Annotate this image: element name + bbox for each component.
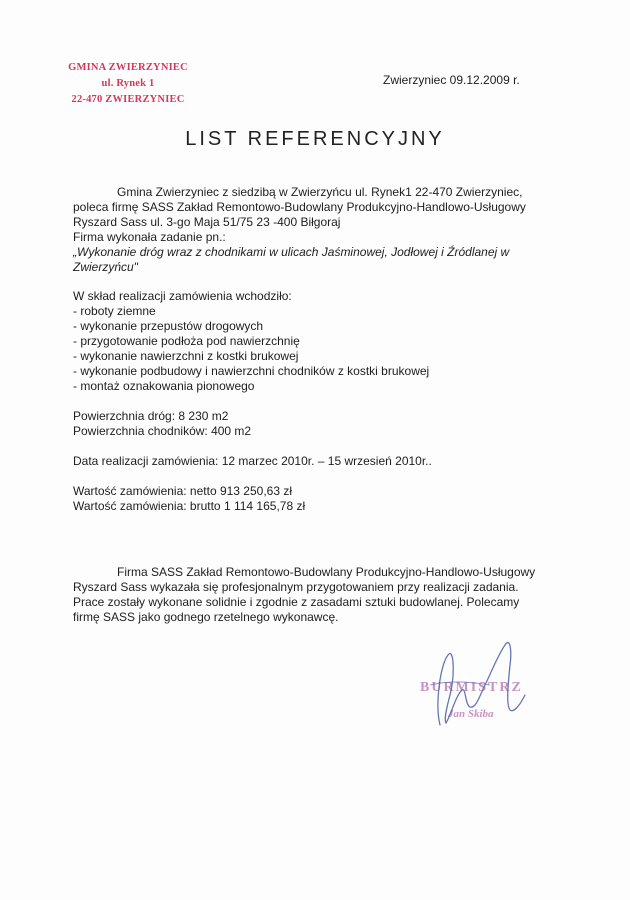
list-item: - wykonanie podbudowy i nawierzchni chodników z kostki brukowej: [73, 364, 583, 379]
list-item: - przygotowanie podłoża pod nawierzchnię: [73, 334, 583, 349]
intro-line-1: Gmina Zwierzyniec z siedzibą w Zwierzyńcu ul. Rynek1 22-470 Zwierzyniec,: [117, 185, 523, 199]
letter-body: [73, 185, 583, 514]
stamp-line-street: ul. Rynek 1: [101, 78, 155, 89]
list-item: - montaż oznakowania pionowego: [73, 379, 583, 394]
closing-paragraph: [73, 565, 583, 625]
intro-line-4: Firma wykonała zadanie pn.:: [73, 230, 226, 244]
stamp-line-name: GMINA ZWIERZYNIEC: [68, 62, 188, 73]
scope-heading: W skład realizacji zamówienia wchodziło:: [73, 289, 292, 303]
value-net: Wartość zamówienia: netto 913 250,63 zł: [73, 484, 293, 498]
intro-line-3: Ryszard Sass ul. 3-go Maja 51/75 23 -400 Biłgoraj: [73, 215, 341, 229]
realization-period: Data realizacji zamówienia: 12 marzec 2010r. – 15 wrzesień 2010r..: [73, 454, 432, 468]
scope-list: [73, 304, 583, 394]
mayor-stamp-name: Jan Skiba: [448, 708, 494, 720]
value-gross: Wartość zamówienia: brutto 1 114 165,78 zł: [73, 499, 306, 513]
handwritten-signature: [410, 625, 560, 745]
sidewalks-area: Powierzchnia chodników: 400 m2: [73, 424, 252, 438]
municipality-stamp: [58, 60, 198, 108]
list-item: - wykonanie przepustów drogowych: [73, 319, 583, 334]
document-title: LIST REFERENCYJNY: [185, 128, 445, 150]
closing-line-4: firmę SASS jako godnego rzetelnego wykonawcę.: [73, 610, 339, 624]
closing-line-1: Firma SASS Zakład Remontowo-Budowlany Produkcyjno-Handlowo-Usługowy: [117, 565, 536, 579]
document-date: Zwierzyniec 09.12.2009 r.: [383, 73, 520, 87]
closing-line-3: Prace zostały wykonane solidnie i zgodnie z zasadami sztuki budowlanej. Polecamy: [73, 595, 520, 609]
intro-line-2: poleca firmę SASS Zakład Remontowo-Budowlany Produkcyjno-Handlowo-Usługowy: [73, 200, 526, 214]
list-item: - wykonanie nawierzchni z kostki brukowej: [73, 349, 583, 364]
closing-line-2: Ryszard Sass wykazała się profesjonalnym przygotowaniem przy realizacji zadania.: [73, 580, 519, 594]
task-name-line-1: „Wykonanie dróg wraz z chodnikami w ulicach Jaśminowej, Jodłowej i Źródlanej w: [73, 245, 510, 259]
roads-area: Powierzchnia dróg: 8 230 m2: [73, 409, 229, 423]
stamp-line-postal: 22-470 ZWIERZYNIEC: [71, 94, 185, 105]
list-item: - roboty ziemne: [73, 304, 583, 319]
mayor-stamp-title: BURMISTRZ: [420, 680, 523, 695]
task-name-line-2: Zwierzyńcu": [73, 260, 138, 274]
